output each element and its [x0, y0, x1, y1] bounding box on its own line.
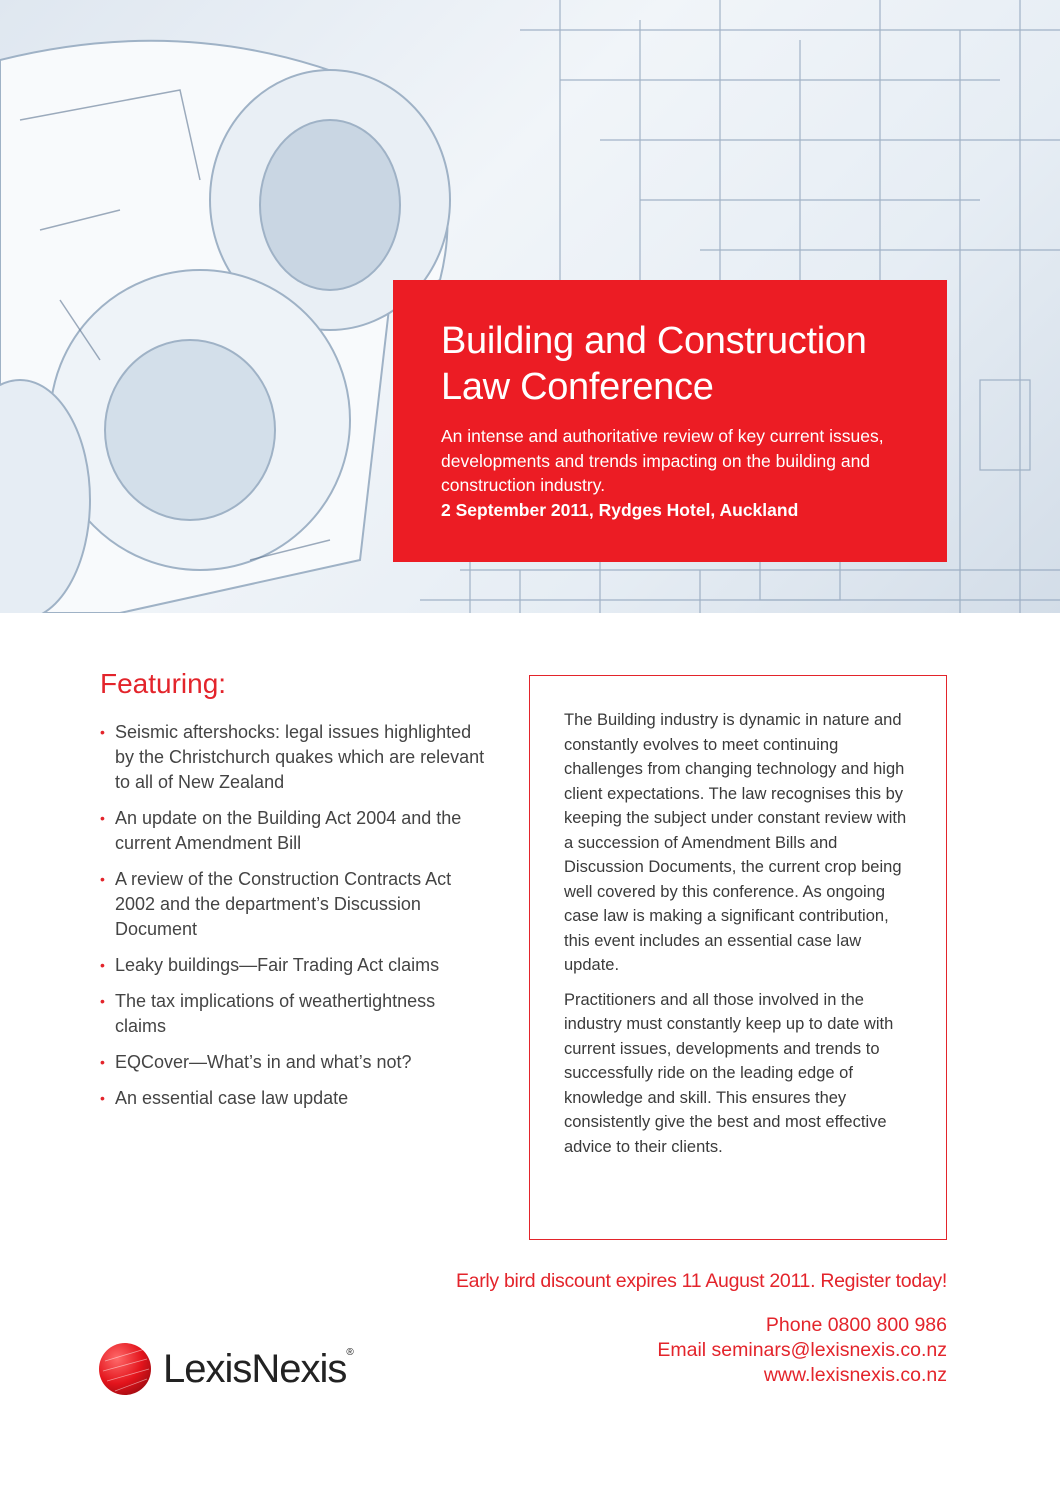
- conference-title-banner: [393, 280, 947, 562]
- title-line: Law Conference: [441, 366, 714, 408]
- date-venue: 2 September 2011, Rydges Hotel, Auckland: [441, 499, 799, 520]
- list-item-text: An update on the Building Act 2004 and the current Amendment Bill: [115, 808, 462, 853]
- bullet-icon: •: [100, 957, 105, 973]
- list-item-text: An essential case law update: [115, 1088, 349, 1108]
- bullet-icon: •: [100, 871, 105, 887]
- bullet-icon: •: [100, 810, 105, 826]
- lexisnexis-globe-icon: [97, 1341, 153, 1397]
- description-box: [529, 675, 947, 1240]
- list-item: [100, 989, 490, 1039]
- logo-wordmark: [163, 1347, 353, 1392]
- list-item-text: Seismic aftershocks: legal issues highlighted by the Christchurch quakes which are relevant to all of New Zealand: [115, 722, 485, 792]
- conference-subtitle: An intense and authoritative review of key current issues, developments and trends impacting on the building and construction industry.: [441, 426, 884, 495]
- list-item-text: Leaky buildings—Fair Trading Act claims: [115, 955, 440, 975]
- contact-info: [657, 1313, 947, 1388]
- list-item-text: EQCover—What’s in and what’s not?: [115, 1052, 412, 1072]
- list-item: [100, 720, 490, 795]
- registered-mark: ®: [346, 1346, 353, 1358]
- list-item-text: A review of the Construction Contracts Act 2002 and the department’s Discussion Document: [115, 869, 452, 939]
- bullet-icon: •: [100, 993, 105, 1009]
- email-link[interactable]: Email seminars@lexisnexis.co.nz: [657, 1339, 947, 1361]
- title-line: Building and Construction: [441, 320, 867, 362]
- list-item: [100, 953, 490, 978]
- list-item-text: The tax implications of weathertightness claims: [115, 991, 436, 1036]
- featuring-heading: Featuring:: [100, 668, 227, 699]
- list-item: [100, 1086, 490, 1111]
- description-paragraph: The Building industry is dynamic in nature and constantly evolves to meet continuing challenges from changing technology and high client expectations. The law recognises this by keeping the subject under constant review with a succession of Amendment Bills and Discussion Documents, the current crop being well covered by this conference. As ongoing case law is making a significant contribution, this event includes an essential case law update.: [564, 711, 907, 974]
- lexisnexis-logo: [97, 1341, 353, 1397]
- bullet-icon: •: [100, 724, 105, 740]
- list-item: [100, 806, 490, 856]
- featuring-list: [100, 720, 500, 1122]
- website-link[interactable]: www.lexisnexis.co.nz: [763, 1364, 947, 1386]
- bullet-icon: •: [100, 1090, 105, 1106]
- list-item: [100, 1050, 490, 1075]
- early-bird-cta: Early bird discount expires 11 August 2011. Register today!: [455, 1270, 947, 1292]
- conference-title: [441, 318, 917, 410]
- list-item: [100, 867, 490, 942]
- logo-text: LexisNexis: [163, 1346, 347, 1391]
- description-paragraph: Practitioners and all those involved in the industry must constantly keep up to date with current issues, developments and trends to successfully ride on the leading edge of knowledge and skill. This ensures they consistently give the best and most effective advice to their clients.: [564, 990, 894, 1156]
- phone-number[interactable]: Phone 0800 800 986: [765, 1314, 947, 1336]
- bullet-icon: •: [100, 1054, 105, 1070]
